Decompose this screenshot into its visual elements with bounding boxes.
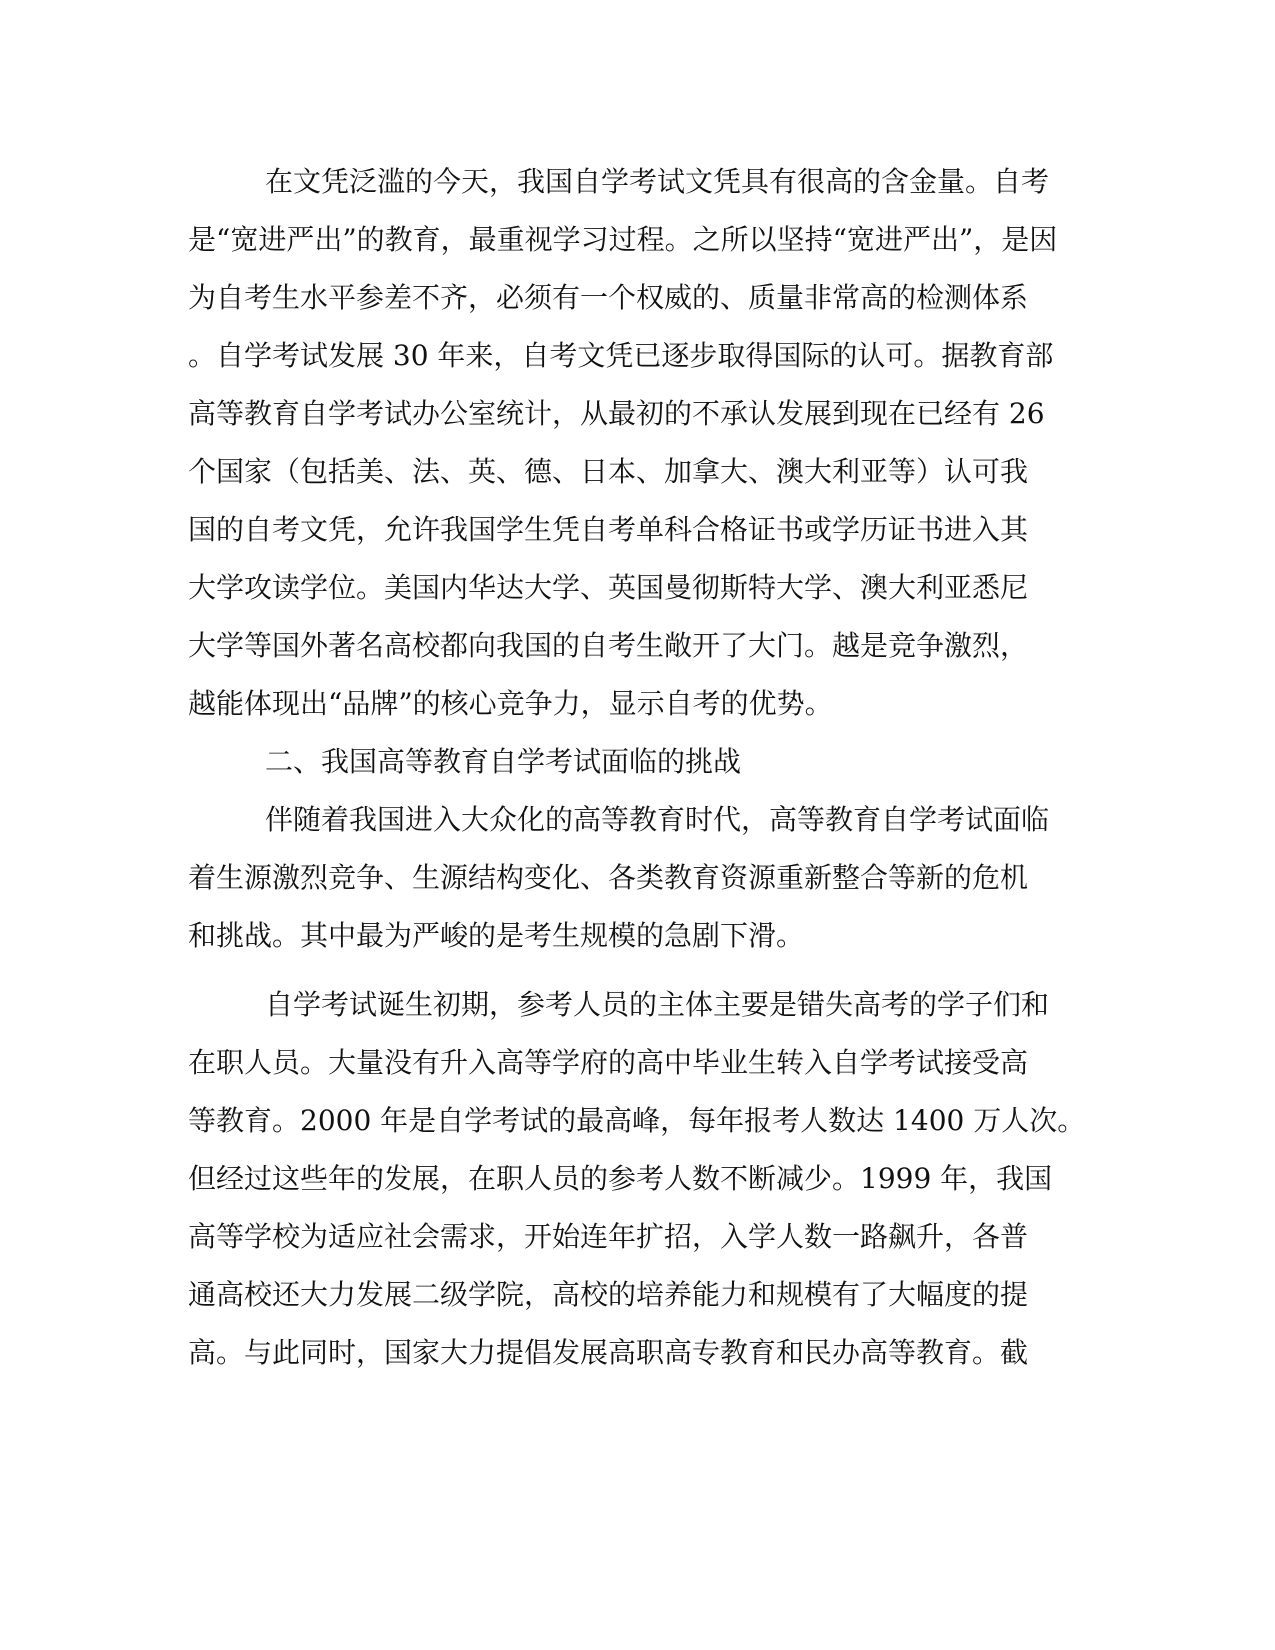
paragraph-2-line-2: 着生源激烈竞争、生源结构变化、各类教育资源重新整合等新的危机 [188,861,1029,894]
paragraph-3-line-6: 通高校还大力发展二级学院，高校的培养能力和规模有了大幅度的提 [188,1278,1029,1311]
paragraph-2-line-1: 伴随着我国进入大众化的高等教育时代，高等教育自学考试面临 [265,803,1050,836]
paragraph-1-line-9: 大学等国外著名高校都向我国的自考生敞开了大门。越是竞争激烈， [188,629,1029,662]
paragraph-1-line-1: 在文凭泛滥的今天，我国自学考试文凭具有很高的含金量。自考 [265,165,1050,198]
paragraph-1-line-7: 国的自考文凭，允许我国学生凭自考单科合格证书或学历证书进入其 [188,513,1029,546]
paragraph-3-line-4: 但经过这些年的发展，在职人员的参考人数不断减少。1999 年，我国 [188,1162,1053,1195]
paragraph-1-line-2: 是“宽进严出”的教育，最重视学习过程。之所以坚持“宽进严出”，是因 [188,223,1058,256]
paragraph-3-line-7: 高。与此同时，国家大力提倡发展高职高专教育和民办高等教育。截 [188,1336,1029,1369]
paragraph-1-line-3: 为自考生水平参差不齐，必须有一个权威的、质量非常高的检测体系 [188,281,1029,314]
paragraph-1-line-6: 个国家（包括美、法、英、德、日本、加拿大、澳大利亚等）认可我 [188,455,1029,488]
paragraph-3-line-1: 自学考试诞生初期，参考人员的主体主要是错失高考的学子们和 [265,988,1050,1021]
paragraph-1-line-8: 大学攻读学位。美国内华达大学、英国曼彻斯特大学、澳大利亚悉尼 [188,571,1029,604]
paragraph-1-line-5: 高等教育自学考试办公室统计，从最初的不承认发展到现在已经有 26 [188,397,1045,430]
paragraph-3-line-5: 高等学校为适应社会需求，开始连年扩招，入学人数一路飙升，各普 [188,1220,1029,1253]
paragraph-2-line-3: 和挑战。其中最为严峻的是考生规模的急剧下滑。 [188,919,805,952]
paragraph-1-line-4: 。自学考试发展 30 年来，自考文凭已逐步取得国际的认可。据教育部 [188,339,1054,372]
section-heading: 二、我国高等教育自学考试面临的挑战 [265,745,742,778]
paragraph-3-line-2: 在职人员。大量没有升入高等学府的高中毕业生转入自学考试接受高 [188,1046,1029,1079]
paragraph-1-line-10: 越能体现出“品牌”的核心竞争力，显示自考的优势。 [188,687,833,720]
paragraph-3-line-3: 等教育。2000 年是自学考试的最高峰，每年报考人数达 1400 万人次。 [188,1104,1086,1137]
